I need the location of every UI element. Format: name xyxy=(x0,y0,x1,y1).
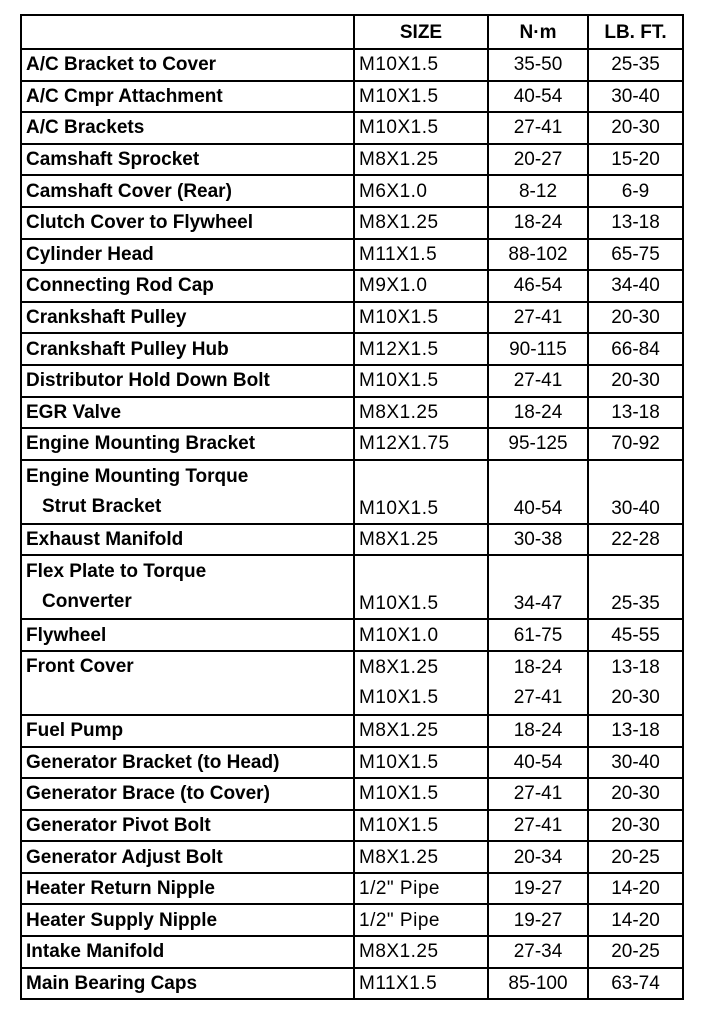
lbft-cell: 13-18 xyxy=(588,715,683,747)
nm-cell: 88-102 xyxy=(488,239,588,271)
item-cell: Fuel Pump xyxy=(21,715,354,747)
table-row xyxy=(21,239,683,271)
size-cell: M10X1.5 xyxy=(354,81,488,113)
table-row xyxy=(21,207,683,239)
item-cell: Generator Brace (to Cover) xyxy=(21,778,354,810)
nm-cell: 40-54 xyxy=(488,747,588,779)
header-nm: N·m xyxy=(488,15,588,49)
table-row xyxy=(21,112,683,144)
item-cell xyxy=(21,651,354,715)
size-cell: 1/2" Pipe xyxy=(354,904,488,936)
item-cell: Clutch Cover to Flywheel xyxy=(21,207,354,239)
lbft-cell: 20-25 xyxy=(588,841,683,873)
header-row xyxy=(21,15,683,49)
lbft-line-2: 20-30 xyxy=(611,686,660,708)
lbft-cell: 30-40 xyxy=(588,747,683,779)
item-line-1: Front Cover xyxy=(26,655,134,677)
table-row xyxy=(21,144,683,176)
nm-cell: 27-41 xyxy=(488,365,588,397)
table-row xyxy=(21,270,683,302)
table-row xyxy=(21,968,683,1000)
table-row xyxy=(21,524,683,556)
lbft-cell: 20-30 xyxy=(588,365,683,397)
item-cell: Intake Manifold xyxy=(21,936,354,968)
size-cell: M11X1.5 xyxy=(354,239,488,271)
lbft-cell: 30-40 xyxy=(588,81,683,113)
item-cell: Generator Adjust Bolt xyxy=(21,841,354,873)
size-cell: M10X1.5 xyxy=(354,460,488,524)
nm-cell: 40-54 xyxy=(488,460,588,524)
item-cell: Camshaft Sprocket xyxy=(21,144,354,176)
size-cell: M12X1.75 xyxy=(354,428,488,460)
size-cell: M8X1.25 xyxy=(354,936,488,968)
item-cell: Generator Bracket (to Head) xyxy=(21,747,354,779)
nm-cell: 90-115 xyxy=(488,333,588,365)
table-body xyxy=(21,49,683,999)
item-line-1: Flex Plate to Torque xyxy=(26,561,207,583)
size-cell: M9X1.0 xyxy=(354,270,488,302)
nm-cell: 27-41 xyxy=(488,302,588,334)
nm-cell: 85-100 xyxy=(488,968,588,1000)
nm-line-2: 27-41 xyxy=(513,686,563,708)
header-lbft: LB. FT. xyxy=(588,15,683,49)
item-cell xyxy=(21,555,354,619)
lbft-cell: 13-18 xyxy=(588,397,683,429)
size-line-2: M10X1.5 xyxy=(359,686,439,708)
lbft-cell xyxy=(588,651,683,715)
lbft-cell: 45-55 xyxy=(588,619,683,651)
lbft-cell: 65-75 xyxy=(588,239,683,271)
table-row xyxy=(21,936,683,968)
lbft-cell: 25-35 xyxy=(588,49,683,81)
table-row xyxy=(21,904,683,936)
lbft-cell: 70-92 xyxy=(588,428,683,460)
size-cell: M10X1.5 xyxy=(354,365,488,397)
nm-cell: 20-34 xyxy=(488,841,588,873)
size-line-1: M8X1.25 xyxy=(359,656,439,678)
size-cell: M10X1.5 xyxy=(354,555,488,619)
lbft-cell: 20-30 xyxy=(588,810,683,842)
nm-cell: 8-12 xyxy=(488,175,588,207)
item-cell: Generator Pivot Bolt xyxy=(21,810,354,842)
nm-cell: 18-24 xyxy=(488,397,588,429)
item-cell: EGR Valve xyxy=(21,397,354,429)
lbft-cell: 20-25 xyxy=(588,936,683,968)
size-cell: M10X1.5 xyxy=(354,747,488,779)
size-cell: M10X1.0 xyxy=(354,619,488,651)
size-cell: M10X1.5 xyxy=(354,810,488,842)
torque-spec-table xyxy=(20,14,684,1000)
size-cell: M11X1.5 xyxy=(354,968,488,1000)
item-cell: Main Bearing Caps xyxy=(21,968,354,1000)
lbft-cell: 63-74 xyxy=(588,968,683,1000)
lbft-cell: 14-20 xyxy=(588,904,683,936)
table-row xyxy=(21,810,683,842)
nm-cell: 46-54 xyxy=(488,270,588,302)
table-row xyxy=(21,778,683,810)
size-cell: M10X1.5 xyxy=(354,49,488,81)
size-cell: 1/2" Pipe xyxy=(354,873,488,905)
nm-cell: 30-38 xyxy=(488,524,588,556)
size-cell: M12X1.5 xyxy=(354,333,488,365)
lbft-cell: 30-40 xyxy=(588,460,683,524)
item-cell: A/C Cmpr Attachment xyxy=(21,81,354,113)
item-cell: Flywheel xyxy=(21,619,354,651)
header-item xyxy=(21,15,354,49)
lbft-cell: 20-30 xyxy=(588,302,683,334)
nm-cell: 19-27 xyxy=(488,904,588,936)
item-cell xyxy=(21,460,354,524)
table-row-front-cover xyxy=(21,651,683,715)
lbft-cell: 22-28 xyxy=(588,524,683,556)
table-row xyxy=(21,175,683,207)
item-cell: Heater Return Nipple xyxy=(21,873,354,905)
nm-cell: 61-75 xyxy=(488,619,588,651)
nm-cell: 27-41 xyxy=(488,810,588,842)
table-row-flex-plate xyxy=(21,555,683,619)
lbft-cell: 14-20 xyxy=(588,873,683,905)
item-cell: Camshaft Cover (Rear) xyxy=(21,175,354,207)
item-cell: A/C Brackets xyxy=(21,112,354,144)
lbft-cell: 13-18 xyxy=(588,207,683,239)
size-cell xyxy=(354,651,488,715)
lbft-cell: 66-84 xyxy=(588,333,683,365)
item-cell: Cylinder Head xyxy=(21,239,354,271)
table-row xyxy=(21,873,683,905)
nm-cell: 27-34 xyxy=(488,936,588,968)
size-cell: M8X1.25 xyxy=(354,841,488,873)
nm-cell: 19-27 xyxy=(488,873,588,905)
nm-cell xyxy=(488,651,588,715)
lbft-cell: 15-20 xyxy=(588,144,683,176)
table-row-strut-bracket xyxy=(21,460,683,524)
lbft-cell: 20-30 xyxy=(588,112,683,144)
item-line-2: Converter xyxy=(42,591,132,613)
lbft-cell: 25-35 xyxy=(588,555,683,619)
nm-cell: 20-27 xyxy=(488,144,588,176)
size-cell: M8X1.25 xyxy=(354,397,488,429)
nm-cell: 18-24 xyxy=(488,715,588,747)
table-row xyxy=(21,49,683,81)
torque-spec-sheet xyxy=(20,14,682,1000)
header-size: SIZE xyxy=(354,15,488,49)
lbft-cell: 6-9 xyxy=(588,175,683,207)
nm-cell: 34-47 xyxy=(488,555,588,619)
lbft-line-1: 13-18 xyxy=(611,656,660,678)
lbft-cell: 34-40 xyxy=(588,270,683,302)
item-line-1: Engine Mounting Torque xyxy=(26,465,249,487)
nm-cell: 27-41 xyxy=(488,778,588,810)
table-row xyxy=(21,619,683,651)
nm-cell: 27-41 xyxy=(488,112,588,144)
table-row xyxy=(21,81,683,113)
nm-line-1: 18-24 xyxy=(513,656,563,678)
item-cell: Exhaust Manifold xyxy=(21,524,354,556)
item-cell: Engine Mounting Bracket xyxy=(21,428,354,460)
item-cell: A/C Bracket to Cover xyxy=(21,49,354,81)
item-cell: Connecting Rod Cap xyxy=(21,270,354,302)
size-cell: M6X1.0 xyxy=(354,175,488,207)
table-row xyxy=(21,715,683,747)
size-cell: M8X1.25 xyxy=(354,715,488,747)
table-row xyxy=(21,747,683,779)
item-cell: Heater Supply Nipple xyxy=(21,904,354,936)
table-row xyxy=(21,397,683,429)
nm-cell: 18-24 xyxy=(488,207,588,239)
table-row xyxy=(21,333,683,365)
size-cell: M8X1.25 xyxy=(354,144,488,176)
nm-cell: 40-54 xyxy=(488,81,588,113)
item-line-2: Strut Bracket xyxy=(42,495,162,517)
table-row xyxy=(21,302,683,334)
table-row xyxy=(21,365,683,397)
item-cell: Distributor Hold Down Bolt xyxy=(21,365,354,397)
item-cell: Crankshaft Pulley xyxy=(21,302,354,334)
nm-cell: 35-50 xyxy=(488,49,588,81)
size-cell: M8X1.25 xyxy=(354,524,488,556)
size-cell: M10X1.5 xyxy=(354,112,488,144)
size-cell: M10X1.5 xyxy=(354,302,488,334)
table-row xyxy=(21,841,683,873)
table-row xyxy=(21,428,683,460)
size-cell: M8X1.25 xyxy=(354,207,488,239)
size-cell: M10X1.5 xyxy=(354,778,488,810)
nm-cell: 95-125 xyxy=(488,428,588,460)
lbft-cell: 20-30 xyxy=(588,778,683,810)
item-cell: Crankshaft Pulley Hub xyxy=(21,333,354,365)
